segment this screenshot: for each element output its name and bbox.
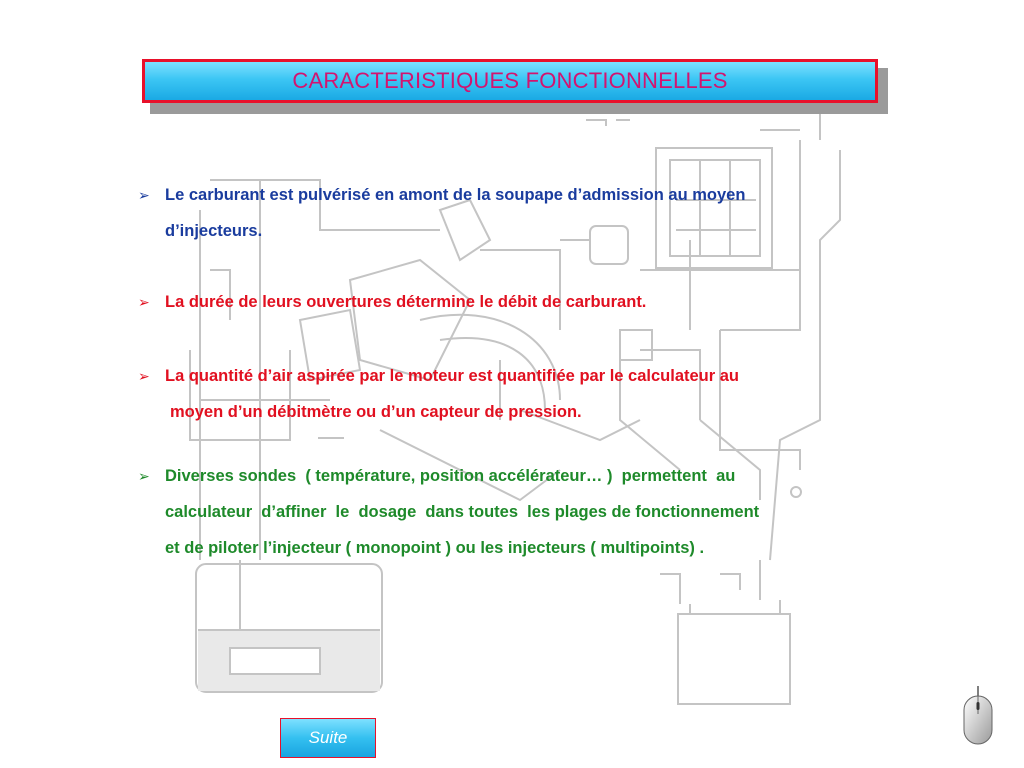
page-title: CARACTERISTIQUES FONCTIONNELLES (292, 68, 728, 93)
suite-button-label: Suite (308, 728, 348, 747)
arrowhead-bullet-icon: ➢ (138, 294, 150, 310)
bullet-line: moyen d’un débitmètre ou d’un capteur de pression. (170, 403, 582, 421)
bullet-line: calculateur d’affiner le dosage dans toutes les plages de fonctionnement (165, 503, 760, 521)
suite-button[interactable] (280, 718, 376, 758)
bullet-item-injection (138, 177, 745, 249)
bullet-line: La durée de leurs ouvertures détermine le débit de carburant. (165, 293, 647, 311)
bullet-line: La quantité d’air aspirée par le moteur est quantifiée par le calculateur au (165, 367, 740, 385)
bullet-line: d’injecteurs. (165, 222, 263, 240)
bullet-line: et de piloter l’injecteur ( monopoint ) ou les injecteurs ( multipoints) . (165, 539, 705, 557)
mouse-icon[interactable] (958, 684, 998, 748)
bullet-item-duration (138, 284, 646, 320)
bullet-item-air-quantity (138, 358, 739, 430)
arrowhead-bullet-icon: ➢ (138, 368, 150, 384)
title-banner (142, 59, 878, 103)
arrowhead-bullet-icon: ➢ (138, 468, 150, 484)
bullet-line: Diverses sondes ( température, position accélérateur… ) permettent au (165, 467, 736, 485)
bullet-line: Le carburant est pulvérisé en amont de la soupape d’admission au moyen (165, 186, 746, 204)
bullet-item-sensors (138, 458, 759, 566)
arrowhead-bullet-icon: ➢ (138, 187, 150, 203)
